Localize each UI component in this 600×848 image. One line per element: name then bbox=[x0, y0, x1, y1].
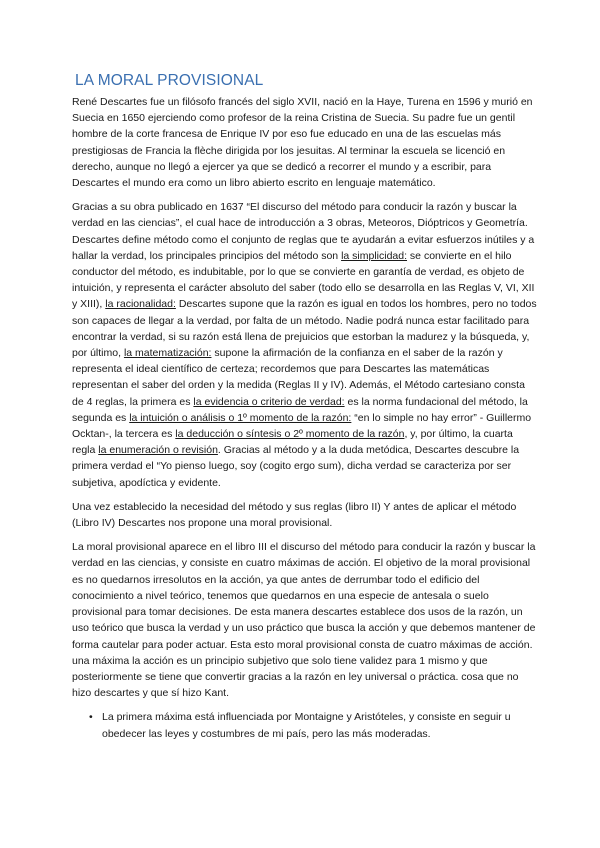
paragraph-biography: René Descartes fue un filósofo francés del siglo XVII, nació en la Haye, Turena en 1596 y murió en Suecia en 1650 ejerciendo como profesor de la reina Cristina de Suecia. Su padre fue un gentil hombre de la corte francesa de Enrique IV por eso fue educado en una de las escuelas más prestigiosas de Francia la flèche dirigida por los jesuitas. Al terminar la escuela se licenció en derecho, aunque no llegó a ejercer ya que se dedicó a recorrer el mundo y a escribir, para Descartes el mundo era como un libro abierto escrito en lenguaje matemático. bbox=[72, 96, 533, 190]
underlined-term-evidencia: la evidencia o criterio de verdad: bbox=[193, 395, 345, 408]
underlined-term-matematizacion: la matematización: bbox=[123, 347, 212, 360]
list-item bbox=[89, 709, 538, 741]
text-segment: “en lo simple no hay error” - Guillermo Ocktan-, la tercera es bbox=[72, 411, 532, 441]
paragraph-method bbox=[72, 199, 538, 491]
text-segment: . Gracias al método y a la duda metódica, Descartes descubre la primera verdad el “Yo pienso luego, soy (cogito ergo sum), dicha verdad se caracteriza por ser subjetiva, apodíctica y evidente. bbox=[72, 444, 520, 489]
paragraph-moral-provisional: La moral provisional aparece en el libro III el discurso del método para conducir la razón y buscar la verdad en las ciencias, y consiste en cuatro máximas de acción. El objetivo de la moral provisional es no quedarnos irresolutos en la acción, ya que antes de derrumbar todo el edificio del conocimiento a nivel teórico, tenemos que quedarnos en una especie de antesala o suelo provisional para tomar decisiones. De esta manera descartes establece dos usos de la razón, un uso teórico que busca la verdad y un uso práctico que busca la acción y que debemos mantener de forma cautelar para poder actuar. Esta esto moral provisional consta de cuatro máximas de acción. una máxima la acción es un principio subjetivo que solo tiene validez para 1 mismo y que posteriormente se tiene que convertir gracias a la razón en ley universal o práctica. cosa que no hizo descartes y que sí hizo Kant. bbox=[72, 541, 536, 700]
text-segment: Descartes supone que la razón es igual en todos los hombres, pero no todos son capaces de llegar a la verdad, por falta de un método. Nadie podrá nunca estar facilitado para encontrar la verdad, si su razón está llena de prejuicios que estorban la madurez y la búsqueda, y, por último, bbox=[72, 298, 537, 360]
text-segment: , y, por último, la cuarta regla bbox=[72, 428, 513, 457]
underlined-term-intuicion: la intuición o análisis o 1º momento de la razón: bbox=[129, 411, 352, 424]
text-segment: se convierte en el hilo conductor del método, es indubitable, por lo que se convierte en garantía de verdad, es objeto de intuición, y representa el carácter absoluto del saber (todo ello se desarrolla en las Reglas V, VI, XII y XIII), bbox=[72, 249, 535, 311]
document-title: LA MORAL PROVISIONAL bbox=[75, 72, 264, 89]
paragraph-transition: Una vez establecido la necesidad del método y sus reglas (libro II) Y antes de aplicar el método (Libro IV) Descartes nos propone una moral provisional. bbox=[72, 500, 517, 530]
underlined-term-simplicidad: la simplicidad: bbox=[341, 249, 408, 262]
maxims-list bbox=[72, 709, 538, 741]
text-segment: es la norma fundacional del método, la segunda es bbox=[72, 395, 528, 424]
text-segment: supone la afirmación de la confianza en el saber de la razón y representa el ideal científico de certeza; recordemos que para Descartes las matemáticas representan el saber del orden y la medida (Reglas II y IV). Además, el Método cartesiano consta de 4 reglas, la primera es bbox=[72, 347, 525, 408]
underlined-term-racionalidad: la racionalidad: bbox=[105, 298, 176, 311]
bullet-icon: • bbox=[89, 711, 93, 724]
underlined-term-enumeracion: la enumeración o revisión bbox=[98, 444, 218, 457]
underlined-term-deduccion: la deducción o síntesis o 2º momento de la razón bbox=[175, 428, 405, 441]
text-segment: Gracias a su obra publicado en 1637 “El discurso del método para conducir la razón y buscar la verdad en las ciencias”, el cual hace de introducción a 3 obras, Meteoros, Dióptricos y Geometría. Descartes define método como el conjunto de reglas que te ayudarán a evitar esfuerzos inútiles y a hallar la verdad, los principales principios del método son bbox=[72, 201, 535, 262]
list-item-text: La primera máxima está influenciada por Montaigne y Aristóteles, y consiste en seguir u obedecer las leyes y costumbres de mi país, pero las más moderadas. bbox=[102, 711, 511, 740]
